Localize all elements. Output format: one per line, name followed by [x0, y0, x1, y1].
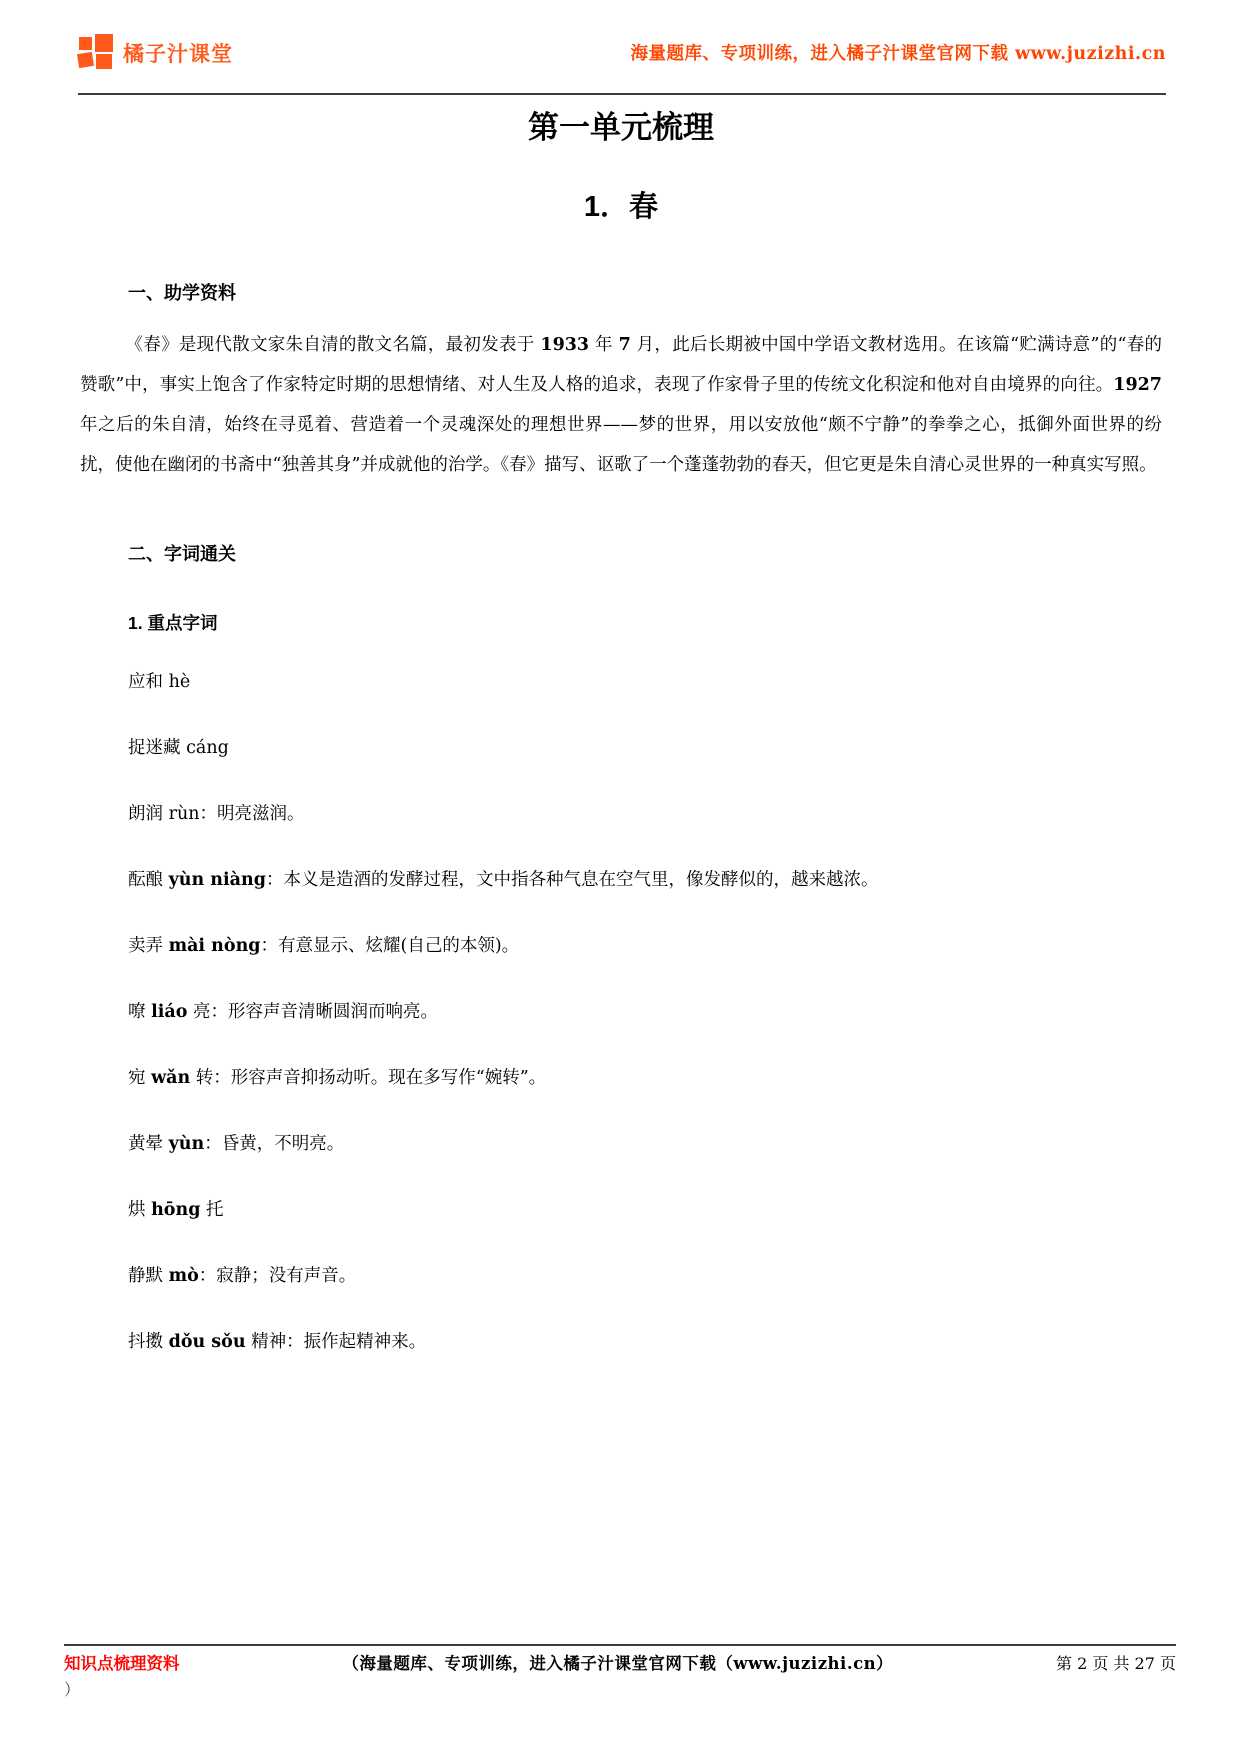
- vocab-item: [128, 739, 1162, 758]
- footer-left-label: 知识点梳理资料: [64, 1655, 180, 1673]
- vocab-pinyin: hè: [168, 672, 191, 692]
- vocab-term: 嘹: [128, 1002, 152, 1022]
- vocab-term: 应和: [128, 672, 169, 692]
- vocab-pinyin: yùn: [168, 1134, 205, 1154]
- vocab-pinyin: cáng: [186, 738, 229, 758]
- footer-promo-text: （海量题库、专项训练，进入橘子汁课堂官网下载（www.juzizhi.cn）: [342, 1654, 894, 1673]
- vocab-item: [128, 673, 1162, 692]
- vocab-term: 烘: [128, 1200, 152, 1220]
- vocab-term: 捉迷藏: [128, 738, 187, 758]
- page-header: [78, 34, 1166, 71]
- intro-seg: 月，此后长期被中国中学语文教材选用。在该篇“贮满诗意”的“春的赞歌”中，事实上饱含了作家特定时期的思想情绪、对人生及人格的追求，表现了作家骨子里的传统文化积淀和他对自由境界的向往。: [80, 335, 1162, 395]
- intro-seg: 年之后的朱自清，始终在寻觅着、营造着一个灵魂深处的理想世界——梦的世界，用以安放他“颇不宁静”的拳拳之心，抵御外面世界的纷扰，使他在幽闭的书斋中“独善其身”并成就他的治学。《春》描写、讴歌了一个蓬蓬勃勃的春天，但它更是朱自清心灵世界的一种真实写照。: [80, 415, 1162, 475]
- footer-divider: [64, 1644, 1176, 1646]
- subsection-heading-key-words: 1. 重点字词: [128, 613, 218, 633]
- vocab-item: [128, 937, 1162, 956]
- lesson-title: 1．春: [583, 191, 659, 223]
- document-body: [80, 96, 1162, 1399]
- brand-name: 橘子汁课堂: [123, 42, 233, 66]
- page-footer: [64, 1653, 1176, 1675]
- vocab-term: 静默: [128, 1266, 169, 1286]
- vocab-definition: 托: [200, 1200, 224, 1220]
- vocab-term: 宛: [128, 1068, 152, 1088]
- section-heading-vocabulary: 二、字词通关: [128, 544, 236, 564]
- header-divider: [78, 93, 1166, 95]
- vocab-item: [128, 1003, 1162, 1022]
- vocab-pinyin: dǒu sǒu: [168, 1332, 246, 1352]
- vocab-term: 抖擞: [128, 1332, 169, 1352]
- vocab-definition: 转：形容声音抑扬动听。现在多写作“婉转”。: [190, 1068, 547, 1088]
- vocab-item: [128, 871, 1162, 890]
- vocab-pinyin: mò: [168, 1266, 199, 1286]
- vocab-item: [128, 805, 1162, 824]
- intro-month-7: 7: [618, 335, 631, 355]
- intro-year-1927: 1927: [1113, 375, 1162, 395]
- vocab-definition: 精神：振作起精神来。: [245, 1332, 427, 1352]
- header-promo-text: 海量题库、专项训练，进入橘子汁课堂官网下载 www.juzizhi.cn: [630, 44, 1166, 64]
- footer-wrapped-paren: ）: [64, 1680, 81, 1699]
- vocab-pinyin: liáo: [151, 1002, 188, 1022]
- vocab-pinyin: mài nòng: [168, 936, 261, 956]
- vocab-item: [128, 1201, 1162, 1220]
- vocab-list: [80, 673, 1162, 1352]
- vocab-term: 酝酿: [128, 870, 169, 890]
- vocab-pinyin: hōng: [151, 1200, 201, 1220]
- unit-title: 第一单元梳理: [528, 110, 714, 145]
- vocab-definition: ：昏黄，不明亮。: [204, 1134, 345, 1154]
- vocab-definition: ：本义是造酒的发酵过程，文中指各种气息在空气里，像发酵似的，越来越浓。: [265, 870, 879, 890]
- vocab-pinyin: rùn: [168, 804, 200, 824]
- vocab-item: [128, 1069, 1162, 1088]
- vocab-term: 朗润: [128, 804, 169, 824]
- vocab-term: 卖弄: [128, 936, 169, 956]
- intro-year-1933: 1933: [540, 335, 590, 355]
- section-heading-study-materials: 一、助学资料: [128, 283, 236, 303]
- vocab-definition: ：有意显示、炫耀(自己的本领)。: [260, 936, 520, 956]
- vocab-definition: 亮：形容声音清晰圆润而响亮。: [187, 1002, 438, 1022]
- vocab-definition: ：寂静；没有声音。: [198, 1266, 357, 1286]
- vocab-item: [128, 1267, 1162, 1286]
- vocab-pinyin: yùn niàng: [168, 870, 266, 890]
- vocab-pinyin: wǎn: [151, 1068, 191, 1088]
- juzizhi-logo-icon: [78, 34, 115, 71]
- vocab-item: [128, 1135, 1162, 1154]
- vocab-term: 黄晕: [128, 1134, 169, 1154]
- vocab-definition: ：明亮滋润。: [199, 804, 305, 824]
- intro-paragraph: [80, 325, 1162, 485]
- intro-seg: 年: [589, 335, 619, 355]
- page-number: 第 2 页 共 27 页: [1056, 1654, 1176, 1673]
- brand-block: [78, 34, 233, 71]
- intro-seg: 《春》是现代散文家朱自清的散文名篇，最初发表于: [125, 335, 541, 355]
- vocab-item: [128, 1333, 1162, 1352]
